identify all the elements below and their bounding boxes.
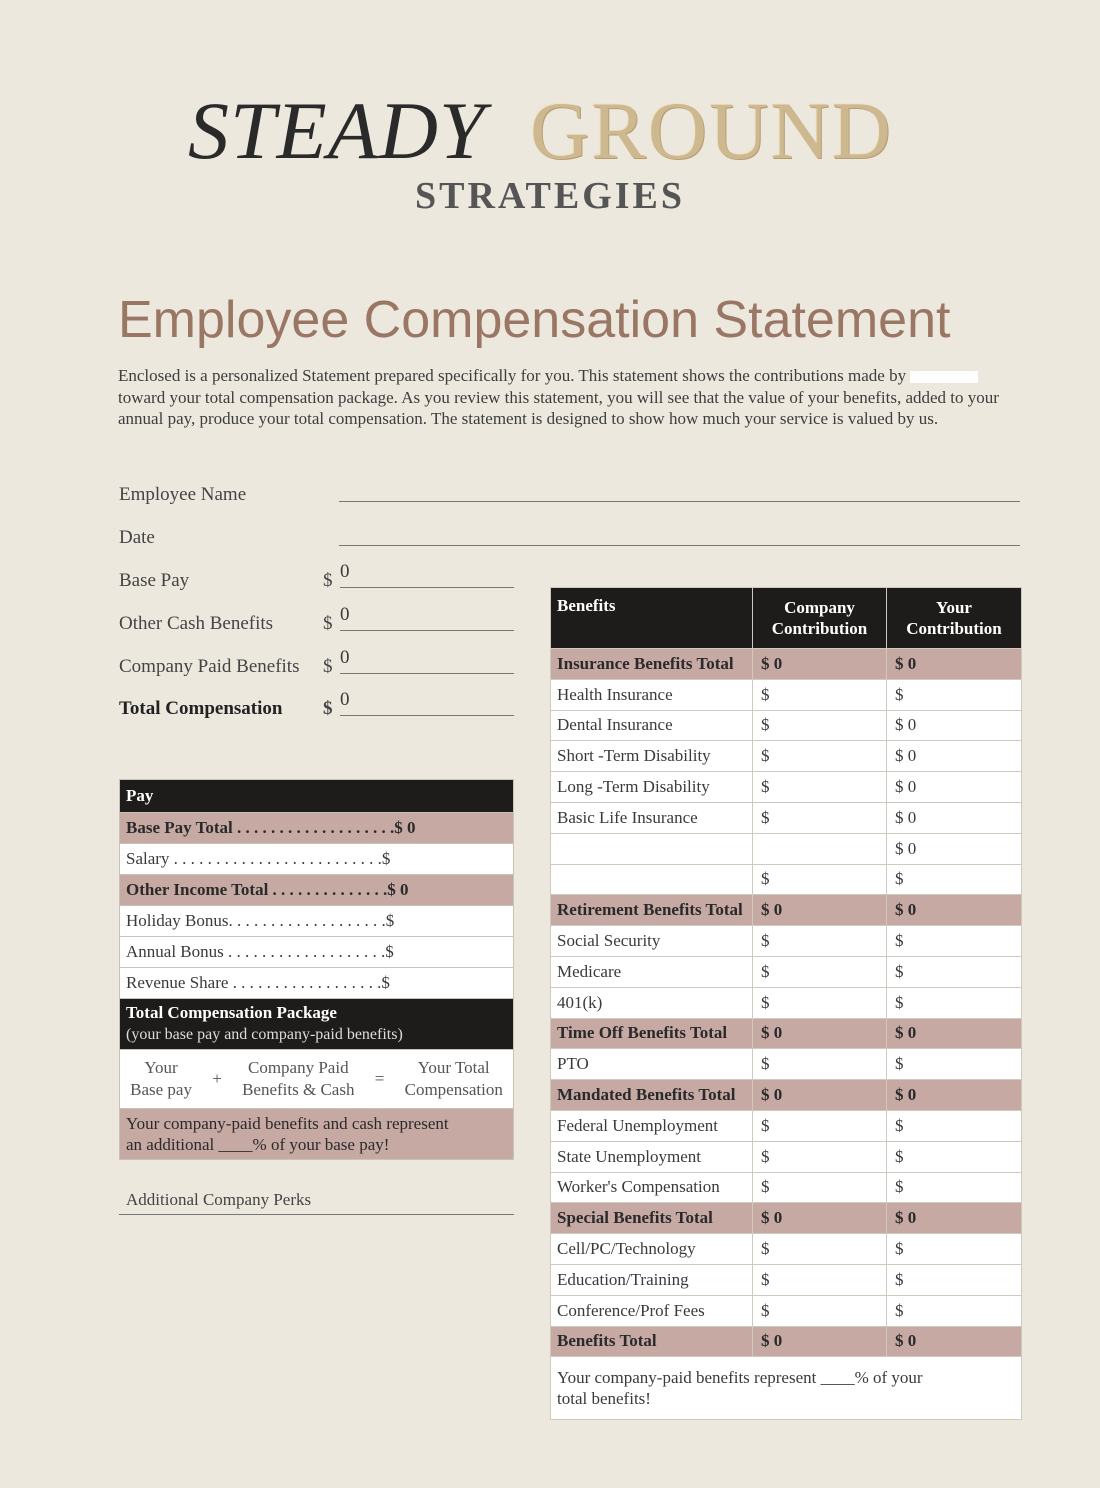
benefits-cell-your[interactable]: $ <box>887 926 1022 957</box>
benefits-row <box>551 1172 1022 1203</box>
benefits-cell-company[interactable]: $ <box>753 864 887 895</box>
benefits-cell-company[interactable]: $ <box>753 1110 887 1141</box>
benefits-row <box>551 895 1022 926</box>
benefits-cell-your[interactable]: $ 0 <box>887 802 1022 833</box>
other-cash-value: 0 <box>340 604 350 625</box>
benefits-row <box>551 833 1022 864</box>
benefits-cell-your[interactable]: $ 0 <box>887 1326 1022 1357</box>
intro-part2: toward your total compensation package. As you review this statement, you will see that the value of your benefits, added to your annual pay, produce your total compensation. The statement is designed to show how much your service is valued by us. <box>118 387 999 428</box>
total-package-subtitle: (your base pay and company-paid benefits) <box>126 1026 403 1043</box>
pay-note-line2: an additional ____% of your base pay! <box>126 1135 390 1154</box>
date-label: Date <box>119 527 155 548</box>
benefits-footer-line1: Your company-paid benefits represent ____% of your <box>557 1368 923 1388</box>
benefits-row <box>551 802 1022 833</box>
benefits-cell-label: Mandated Benefits Total <box>551 1080 753 1111</box>
benefits-cell-company[interactable]: $ 0 <box>753 895 887 926</box>
benefits-cell-company[interactable]: $ <box>753 926 887 957</box>
page-title: Employee Compensation Statement <box>118 291 951 349</box>
other-cash-currency: $ <box>323 613 333 634</box>
pay-row: Holiday Bonus. . . . . . . . . . . . . . . . . . .$ <box>120 906 514 937</box>
equals-sign: = <box>374 1069 385 1088</box>
benefits-cell-label: PTO <box>551 1049 753 1080</box>
employee-name-label: Employee Name <box>119 484 247 505</box>
benefits-row <box>551 956 1022 987</box>
benefits-cell-your[interactable]: $ 0 <box>887 741 1022 772</box>
benefits-row <box>551 679 1022 710</box>
benefits-row <box>551 1018 1022 1049</box>
benefits-row <box>551 1295 1022 1326</box>
total-package-title: Total Compensation Package <box>126 1003 337 1022</box>
total-comp-label: Total Compensation <box>119 698 283 719</box>
benefits-row <box>551 1141 1022 1172</box>
benefits-cell-your[interactable]: $ <box>887 1264 1022 1295</box>
benefits-cell-label: Basic Life Insurance <box>551 802 753 833</box>
base-pay-currency: $ <box>323 570 333 591</box>
other-cash-label: Other Cash Benefits <box>119 613 274 634</box>
additional-perks-label: Additional Company Perks <box>126 1190 312 1209</box>
benefits-cell-your[interactable]: $ <box>887 956 1022 987</box>
benefits-cell-your[interactable]: $ <box>887 1172 1022 1203</box>
benefits-cell-label: Benefits Total <box>551 1326 753 1357</box>
additional-perks-field[interactable] <box>119 1214 514 1215</box>
benefits-cell-company[interactable]: $ <box>753 1172 887 1203</box>
logo-steady-text: STEADY <box>188 85 486 176</box>
benefits-cell-label: Social Security <box>551 926 753 957</box>
benefits-cell-label: Time Off Benefits Total <box>551 1018 753 1049</box>
benefits-cell-your[interactable]: $ 0 <box>887 772 1022 803</box>
logo-ground-text: GROUND <box>530 85 893 176</box>
benefits-cell-company[interactable]: $ <box>753 1264 887 1295</box>
benefits-cell-your[interactable]: $ 0 <box>887 649 1022 680</box>
benefits-row <box>551 772 1022 803</box>
benefits-cell-label: Dental Insurance <box>551 710 753 741</box>
benefits-cell-label: Short -Term Disability <box>551 741 753 772</box>
eq-base-pay: Base pay <box>130 1080 192 1099</box>
benefits-cell-your[interactable]: $ 0 <box>887 1018 1022 1049</box>
benefits-cell-label <box>551 833 753 864</box>
benefits-cell-your[interactable]: $ 0 <box>887 895 1022 926</box>
pay-row: Base Pay Total . . . . . . . . . . . . . . . . . . .$ 0 <box>120 813 514 844</box>
benefits-cell-label: Retirement Benefits Total <box>551 895 753 926</box>
benefits-cell-company[interactable]: $ 0 <box>753 1080 887 1111</box>
redacted-company-name <box>910 371 978 383</box>
company-contribution-header <box>753 588 887 649</box>
benefits-row <box>551 1326 1022 1357</box>
benefits-cell-label: Education/Training <box>551 1264 753 1295</box>
benefits-cell-company[interactable]: $ <box>753 1141 887 1172</box>
benefits-row <box>551 987 1022 1018</box>
benefits-cell-company[interactable]: $ 0 <box>753 1326 887 1357</box>
benefits-header: Benefits <box>551 588 753 649</box>
benefits-cell-label: Federal Unemployment <box>551 1110 753 1141</box>
employee-name-field[interactable] <box>339 500 1020 502</box>
date-field[interactable] <box>339 544 1020 546</box>
total-comp-field[interactable] <box>340 691 514 716</box>
benefits-cell-company[interactable]: $ <box>753 1295 887 1326</box>
benefits-cell-your[interactable]: $ <box>887 1110 1022 1141</box>
your-header-line1: Your <box>936 598 972 617</box>
benefits-cell-your[interactable]: $ 0 <box>887 833 1022 864</box>
eq-company-paid: Company Paid <box>247 1058 349 1077</box>
benefits-cell-company[interactable]: $ <box>753 1049 887 1080</box>
benefits-row <box>551 864 1022 895</box>
intro-paragraph <box>118 365 1008 430</box>
base-pay-field[interactable] <box>340 563 514 588</box>
benefits-cell-company[interactable]: $ 0 <box>753 649 887 680</box>
benefits-footer-note <box>551 1357 1022 1420</box>
benefits-row <box>551 741 1022 772</box>
benefits-cell-label: Special Benefits Total <box>551 1203 753 1234</box>
benefits-table <box>550 587 1022 1420</box>
pay-table-header: Pay <box>120 780 514 813</box>
company-paid-value: 0 <box>340 647 350 668</box>
pay-row: Other Income Total . . . . . . . . . . . . . .$ 0 <box>120 875 514 906</box>
benefits-cell-label: Health Insurance <box>551 679 753 710</box>
benefits-cell-label: 401(k) <box>551 987 753 1018</box>
pay-note <box>120 1109 514 1160</box>
benefits-cell-company[interactable]: $ <box>753 802 887 833</box>
total-comp-currency: $ <box>323 698 333 719</box>
benefits-cell-company[interactable] <box>753 833 887 864</box>
benefits-row <box>551 1049 1022 1080</box>
benefits-cell-label: Long -Term Disability <box>551 772 753 803</box>
benefits-cell-your[interactable]: $ 0 <box>887 710 1022 741</box>
benefits-cell-your[interactable]: $ <box>887 864 1022 895</box>
pay-row: Salary . . . . . . . . . . . . . . . . . . . . . . . . .$ <box>120 844 514 875</box>
benefits-row <box>551 710 1022 741</box>
pay-row: Revenue Share . . . . . . . . . . . . . . . . . .$ <box>120 968 514 999</box>
benefits-cell-label: Conference/Prof Fees <box>551 1295 753 1326</box>
benefits-cell-your[interactable]: $ 0 <box>887 1080 1022 1111</box>
benefits-cell-company[interactable]: $ <box>753 1234 887 1265</box>
benefits-cell-your[interactable]: $ <box>887 987 1022 1018</box>
eq-your-total: Your Total <box>417 1058 490 1077</box>
benefits-cell-label: Medicare <box>551 956 753 987</box>
benefits-cell-your[interactable]: $ <box>887 1049 1022 1080</box>
benefits-row <box>551 649 1022 680</box>
benefits-cell-company[interactable]: $ <box>753 956 887 987</box>
company-header-line1: Company <box>784 598 855 617</box>
benefits-cell-company[interactable]: $ 0 <box>753 1203 887 1234</box>
total-package-header <box>120 999 514 1050</box>
intro-part1: Enclosed is a personalized Statement prepared specifically for you. This statement shows the contributions made by <box>118 366 907 385</box>
benefits-cell-your[interactable]: $ <box>887 1234 1022 1265</box>
benefits-cell-label: Insurance Benefits Total <box>551 649 753 680</box>
benefits-row <box>551 926 1022 957</box>
company-paid-label: Company Paid Benefits <box>119 656 300 677</box>
eq-benefits-cash: Benefits & Cash <box>242 1080 355 1099</box>
benefits-cell-your[interactable]: $ <box>887 679 1022 710</box>
logo-strategies-text: STRATEGIES <box>414 175 686 217</box>
benefits-row <box>551 1080 1022 1111</box>
eq-your: Your <box>144 1058 178 1077</box>
benefits-cell-company[interactable]: $ <box>753 772 887 803</box>
other-cash-field[interactable] <box>340 606 514 631</box>
company-paid-currency: $ <box>323 656 333 677</box>
pay-row: Annual Bonus . . . . . . . . . . . . . . . . . . .$ <box>120 937 514 968</box>
benefits-cell-company[interactable]: $ <box>753 741 887 772</box>
eq-compensation: Compensation <box>404 1080 503 1099</box>
benefits-footer-line2: total benefits! <box>557 1389 651 1409</box>
base-pay-label: Base Pay <box>119 570 190 591</box>
benefits-cell-label: Cell/PC/Technology <box>551 1234 753 1265</box>
benefits-cell-your[interactable]: $ <box>887 1295 1022 1326</box>
compensation-equation <box>120 1050 514 1109</box>
plus-sign: + <box>212 1069 222 1088</box>
pay-table <box>119 779 514 1160</box>
benefits-cell-your[interactable]: $ 0 <box>887 1203 1022 1234</box>
benefits-cell-your[interactable]: $ <box>887 1141 1022 1172</box>
benefits-cell-label: Worker's Compensation <box>551 1172 753 1203</box>
pay-note-line1: Your company-paid benefits and cash represent <box>126 1114 449 1133</box>
benefits-cell-label: State Unemployment <box>551 1141 753 1172</box>
your-contribution-header <box>887 588 1022 649</box>
benefits-row <box>551 1110 1022 1141</box>
benefits-cell-label <box>551 864 753 895</box>
benefits-cell-company[interactable]: $ 0 <box>753 1018 887 1049</box>
base-pay-value: 0 <box>340 561 350 582</box>
benefits-cell-company[interactable]: $ <box>753 679 887 710</box>
benefits-row <box>551 1203 1022 1234</box>
company-paid-field[interactable] <box>340 649 514 674</box>
company-header-line2: Contribution <box>771 619 868 638</box>
benefits-cell-company[interactable]: $ <box>753 987 887 1018</box>
benefits-row <box>551 1234 1022 1265</box>
benefits-cell-company[interactable]: $ <box>753 710 887 741</box>
benefits-row <box>551 1264 1022 1295</box>
your-header-line2: Contribution <box>906 619 1002 638</box>
total-comp-value: 0 <box>340 689 350 710</box>
